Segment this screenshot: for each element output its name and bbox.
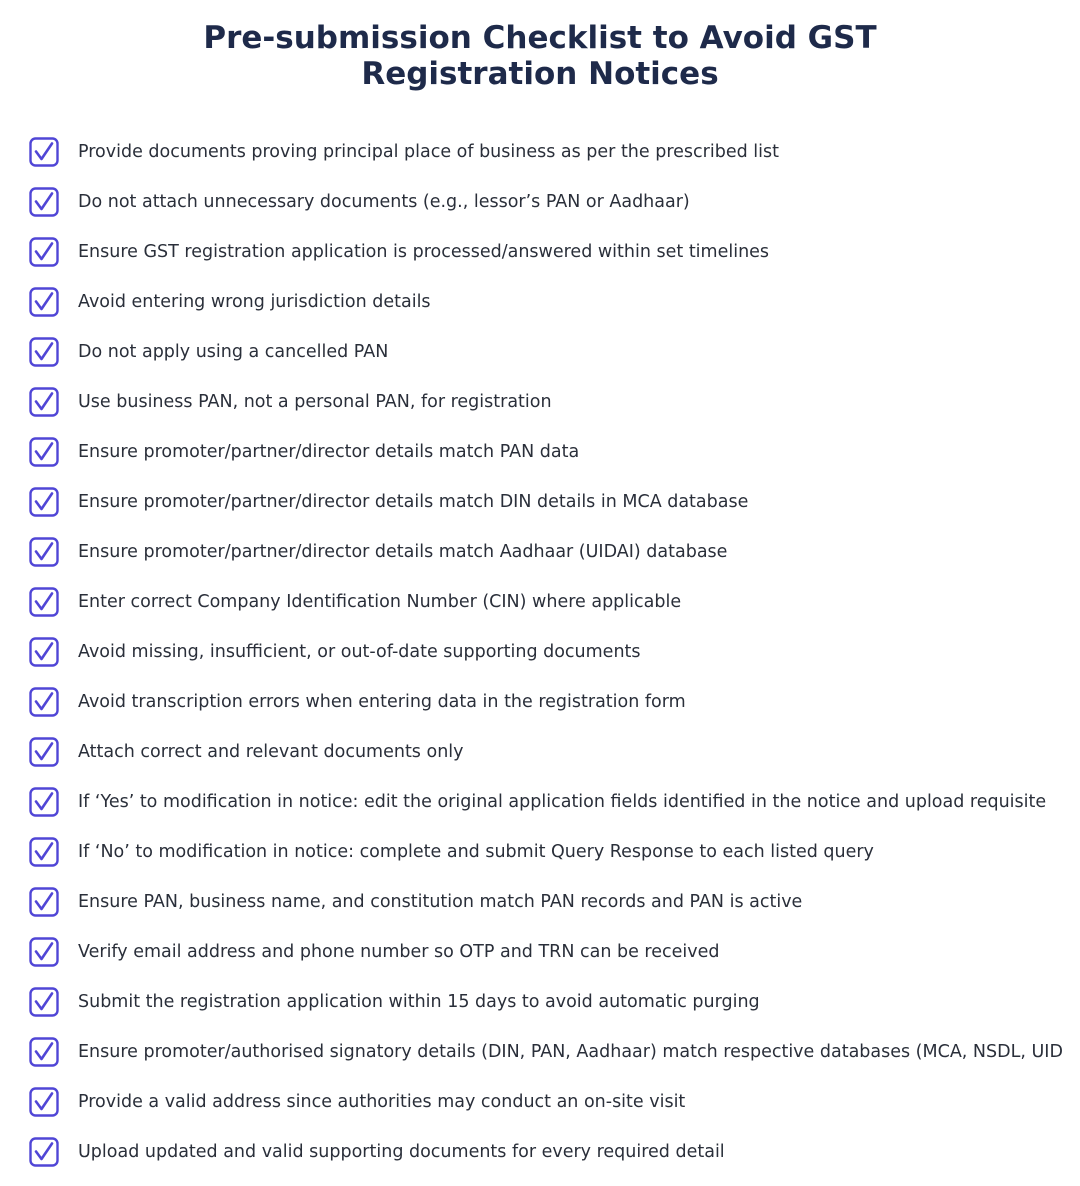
checklist-item [0,177,1080,227]
checklist-item [0,527,1080,577]
checklist-item [0,577,1080,627]
checked-checkbox-icon[interactable] [29,1137,59,1167]
checklist-item [0,627,1080,677]
checked-checkbox-icon[interactable] [29,187,59,217]
checked-checkbox-icon[interactable] [29,937,59,967]
checklist [0,127,1080,1177]
checked-checkbox-icon[interactable] [29,487,59,517]
checklist-item-label: Do not apply using a cancelled PAN [78,342,389,362]
checklist-item-label: Submit the registration application within 15 days to avoid automatic purging [78,992,760,1012]
checklist-item [0,377,1080,427]
checklist-item [0,877,1080,927]
checklist-item-label: Enter correct Company Identification Number (CIN) where applicable [78,592,682,612]
checklist-item-label: Ensure PAN, business name, and constitution match PAN records and PAN is active [78,892,803,912]
checklist-item [0,827,1080,877]
checklist-item-label: Attach correct and relevant documents only [78,742,464,762]
checked-checkbox-icon[interactable] [29,287,59,317]
checklist-item-label: Avoid entering wrong jurisdiction details [78,292,431,312]
checklist-item-label: Ensure promoter/partner/director details match DIN details in MCA database [78,492,749,512]
checklist-item [0,1127,1080,1177]
checklist-item [0,1077,1080,1127]
checked-checkbox-icon[interactable] [29,587,59,617]
checklist-item [0,427,1080,477]
checklist-item-label: Upload updated and valid supporting documents for every required detail [78,1142,725,1162]
checklist-item-label: Ensure promoter/partner/director details match Aadhaar (UIDAI) database [78,542,728,562]
checked-checkbox-icon[interactable] [29,537,59,567]
checklist-item-label: Ensure promoter/partner/director details match PAN data [78,442,580,462]
checklist-item-label: Ensure promoter/authorised signatory details (DIN, PAN, Aadhaar) match respective databases (MCA, NSDL, UID [78,1042,1063,1062]
checked-checkbox-icon[interactable] [29,637,59,667]
checklist-item-label: Provide a valid address since authorities may conduct an on-site visit [78,1092,686,1112]
checked-checkbox-icon[interactable] [29,987,59,1017]
checklist-item [0,777,1080,827]
checklist-item [0,327,1080,377]
page-title [0,20,1080,92]
checklist-item-label: If ‘Yes’ to modification in notice: edit the original application fields identified in the notice and upload requisite [78,792,1047,812]
checked-checkbox-icon[interactable] [29,687,59,717]
checklist-item-label: Avoid transcription errors when entering data in the registration form [78,692,686,712]
checked-checkbox-icon[interactable] [29,837,59,867]
checklist-item [0,227,1080,277]
checklist-item-label: Ensure GST registration application is processed/answered within set timelines [78,242,770,262]
checklist-item [0,677,1080,727]
checked-checkbox-icon[interactable] [29,887,59,917]
checked-checkbox-icon[interactable] [29,387,59,417]
checklist-item [0,477,1080,527]
checklist-item [0,127,1080,177]
checklist-item [0,277,1080,327]
checklist-item [0,927,1080,977]
checked-checkbox-icon[interactable] [29,337,59,367]
checklist-item-label: Avoid missing, insufficient, or out-of-date supporting documents [78,642,641,662]
checked-checkbox-icon[interactable] [29,1037,59,1067]
checked-checkbox-icon[interactable] [29,137,59,167]
checklist-item [0,1027,1080,1077]
checked-checkbox-icon[interactable] [29,787,59,817]
checked-checkbox-icon[interactable] [29,437,59,467]
checklist-item-label: If ‘No’ to modification in notice: complete and submit Query Response to each listed query [78,842,874,862]
page-title-line-2: Registration Notices [361,56,719,92]
checklist-item-label: Do not attach unnecessary documents (e.g., lessor’s PAN or Aadhaar) [78,192,690,212]
checklist-item [0,727,1080,777]
checklist-item-label: Verify email address and phone number so OTP and TRN can be received [78,942,720,962]
checked-checkbox-icon[interactable] [29,737,59,767]
page-title-line-1: Pre-submission Checklist to Avoid GST [203,20,877,56]
checklist-item-label: Use business PAN, not a personal PAN, for registration [78,392,552,412]
checked-checkbox-icon[interactable] [29,1087,59,1117]
checked-checkbox-icon[interactable] [29,237,59,267]
checklist-item-label: Provide documents proving principal place of business as per the prescribed list [78,142,779,162]
checklist-item [0,977,1080,1027]
